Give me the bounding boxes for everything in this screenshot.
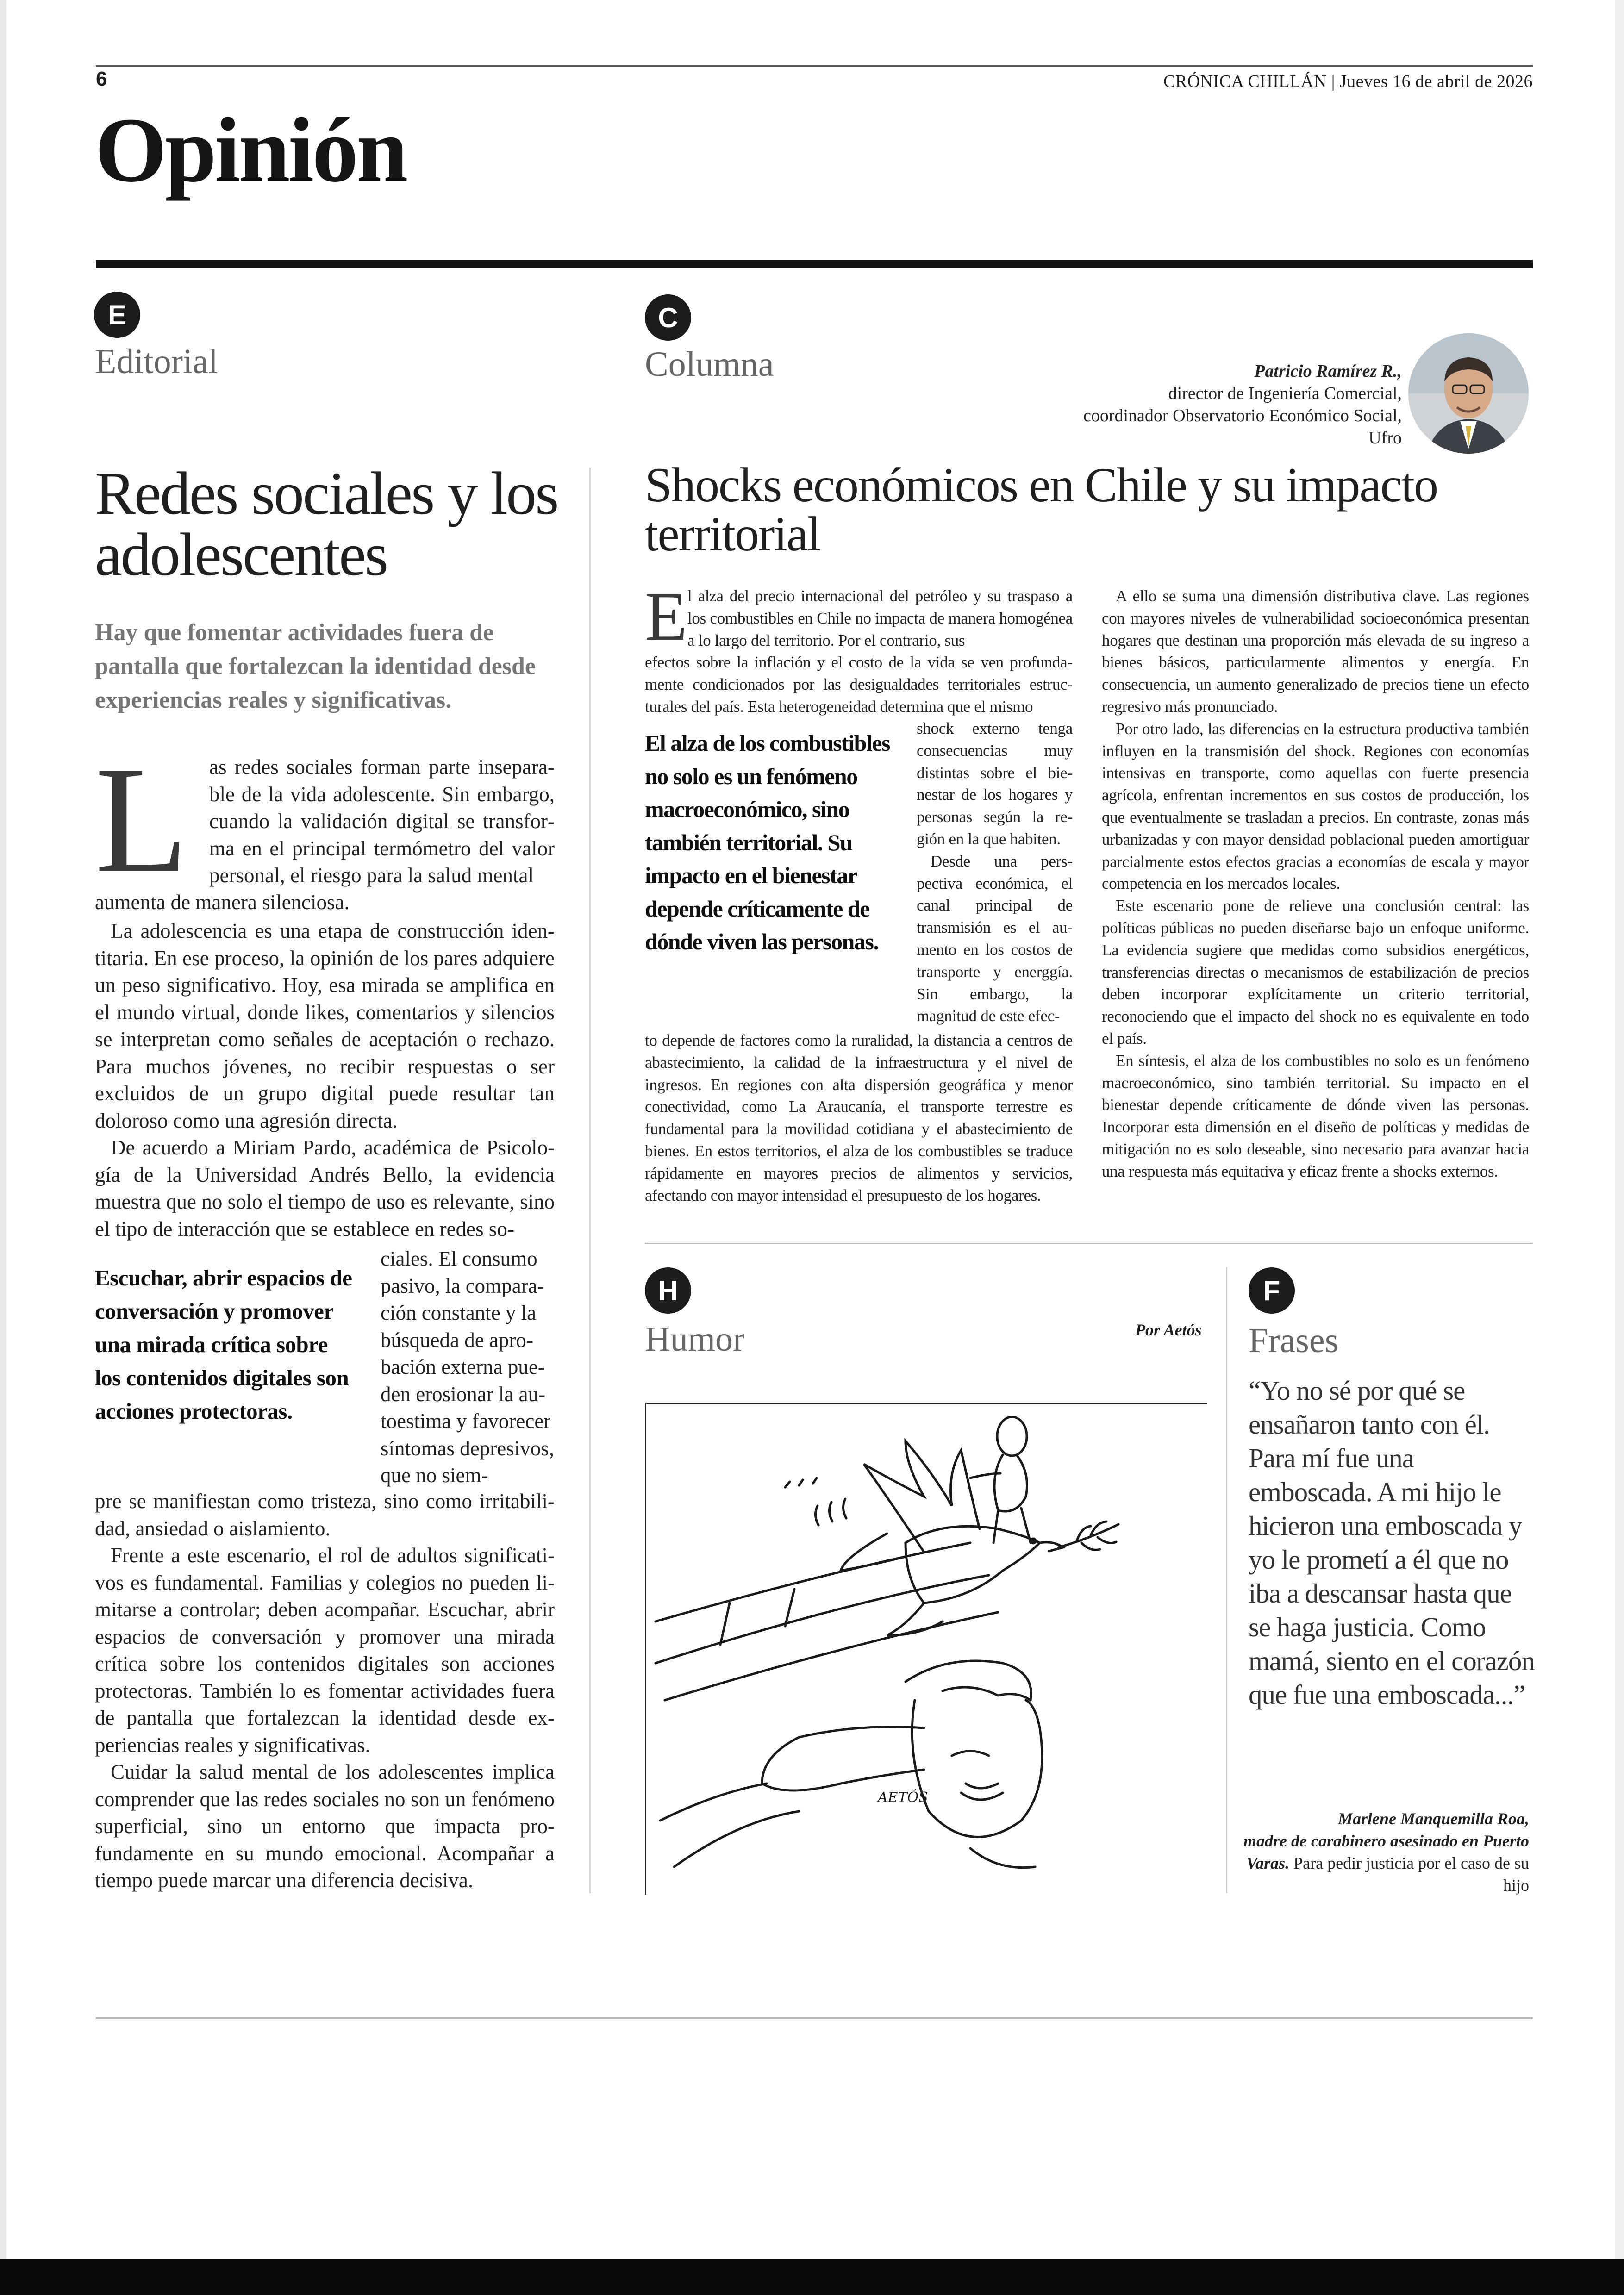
page-number: 6 [96,68,107,90]
humor-kicker: Humor [645,1320,745,1359]
quote-author: Marlene Manquemilla Roa, [1337,1809,1529,1828]
columna-intro-lead: l alza del precio internacional del petróleo y su traspaso a los combustibles en Chile no impacta de manera homogénea a lo largo del territorio. Por el contrario, sus [687,587,1073,649]
author-role: coordinador Observatorio Económico Social, Ufro [1083,406,1402,448]
frases-quote: “Yo no sé por qué se ensañaron tanto con él. Para mí fue una emboscada. A mi hijo le hicieron una emboscada y yo le prometí a él que no iba a descansar hasta que se haga justicia. Como mamá, siento en el corazón que fue una emboscada...” [1249,1375,1535,1710]
editorial-body-lower [95,1488,555,1894]
columna-paragraph: En síntesis, el alza de los combustibles no solo es un fenómeno macroeconómico, sino también territorial. Su impacto en el bienestar depende críticamente de dónde viven las personas. Incorporar esta dimensión en el diseño de políticas y medidas de mitigación no es solo deseable, sino necesario para avanzar hacia una respuesta más equitativa y eficaz frente a shocks externos. [1102,1051,1529,1180]
editorial-deck: Hay que fomentar actividades fuera de pantalla que fortalezcan la identidad desde experiencias reales y significativas. [95,619,536,713]
column-divider [589,468,591,1893]
masthead: CRÓNICA CHILLÁN | Jueves 16 de abril de 2026 [1163,72,1533,91]
columna-paragraph: Desde una perspectiva económica, el canal principal de transmisión es el aumento en los costos de transporte y energgía. Sin embargo, la magnitud de este efec- [917,852,1073,1025]
columna-paragraph: Por otro lado, las diferencias en la estructura productiva también influyen en la transmisión del shock. Regiones con economías intensivas en transporte, como aquellas con fuerte presencia agrícola, enfrentan incrementos en sus costos de producción, los que eventualmente se trasladan a precios. En contraste, zonas más urbanizadas y con mayor densidad poblacional pueden amortiguar parcialmente estos efectos gracias a economías de escala y mayor competencia en los mercados locales. [1102,719,1529,893]
quote-author-role: madre de carabinero asesinado en Puerto Varas. [1243,1832,1529,1872]
editorial-narrow-text [381,1245,555,1489]
author-role: director de Ingeniería Comercial, [1168,384,1402,403]
column-divider [1226,1267,1227,1893]
columna-paragraph: shock externo tenga consecuencias muy distintas sobre el bienestar de los hogares y personas según la región en la que habiten. [917,719,1073,848]
editorial-paragraph: pre se manifiestan como tristeza, sino como irritabilidad, ansiedad o aislamiento. [95,1490,555,1540]
columna-narrow-text [917,717,1073,1027]
columna-bottom-text [645,1029,1073,1206]
columna-dropcap: E [645,578,687,655]
editorial-paragraph: Cuidar la salud mental de los adolescentes implica comprender que las redes sociales no son un fenómeno superficial, sino un entorno que impacta profundamente en su mundo emocional. Acompañar a tiempo puede marcar una diferencia decisiva. [95,1760,555,1892]
editorial-paragraph: De acuerdo a Miriam Pardo, académica de Psicología de la Universidad Andrés Bello, la evidencia muestra que no solo el tiempo de uso es relevante, sino el tipo de interacción que se establece en redes so- [95,1136,555,1241]
editorial-intro [209,754,555,889]
editorial-dropcap: L [95,736,188,904]
frases-attribution [1241,1808,1529,1896]
frases-kicker: Frases [1249,1321,1339,1360]
humor-badge: H [645,1267,691,1314]
cartoon-signature: AETÓS [878,1790,928,1806]
editorial-intro-end [95,889,555,916]
header-rule [96,65,1533,67]
paper-name: CRÓNICA CHILLÁN [1163,72,1327,91]
editorial-paragraph: Frente a este escenario, el rol de adultos significativos es fundamental. Familias y colegios no pueden limitarse a controlar; deben acompañar. Escuchar, abrir espacios de conversación y promover una mirada crítica sobre los contenidos digitales son acciones protectoras. También lo es fomentar actividades fuera de pantalla que fortalezcan la identidad desde experiencias reales y significativas. [95,1544,555,1757]
humor-byline: Por Aetós [1135,1321,1202,1339]
author-photo [1408,333,1529,454]
editorial-pullquote: Escuchar, abrir espacios de conversación y promover una mirada crítica sobre los contenidos digitales son acciones protectoras. [95,1265,352,1424]
editorial-intro-text: as redes sociales forman parte inseparable de la vida adolescente. Sin embargo, cuando la validación digital se transforma en el principal termómetro del valor personal, el riesgo para la salud mental [209,755,555,887]
footer-rule [96,2017,1533,2019]
page-edge-shadow [0,0,6,2259]
editorial-kicker: Editorial [95,342,218,381]
columna-right-text [1102,585,1529,1183]
columna-author-block [1068,360,1402,449]
issue-date: Jueves 16 de abril de 2026 [1339,72,1533,91]
editorial-intro-end-text: aumenta de manera silenciosa. [95,891,350,914]
columna-paragraph: to depende de factores como la ruralidad, la distancia a centros de abastecimiento, la calidad de la infraestructura y el nivel de ingresos. En regiones con alta dispersión geográfica y menor conectividad, como La Araucanía, el transporte terrestre es fundamental para la movilidad cotidiana y el abastecimiento de bienes. En estos territorios, el alza de los combustibles se traduce rápidamente en mayores precios de alimentos y servicios, afectando con mayor intensidad el presupuesto de los hogares. [645,1031,1073,1204]
columna-intro [645,578,1073,718]
section-title: Opinión [95,99,406,201]
columna-pullquote: El alza de los combustibles no solo es un fenómeno macroeconómico, sino también territorial. Su impacto en el bienestar depende críticamente de dónde viven las personas. [645,730,890,954]
editorial-body [95,917,555,1242]
columna-kicker: Columna [645,345,774,384]
columna-headline: Shocks económicos en Chile y su impacto territorial [645,458,1437,561]
viewer-bottom-bar [0,2259,1624,2295]
cartoon-illustration [646,1404,1207,1895]
section-rule [96,260,1533,268]
columna-paragraph: Este escenario pone de relieve una conclusión central: las políticas públicas no pueden diseñarse bajo un enfoque uniforme. La evidencia sugiere que medidas como subsidios energéticos, transferencias directas o mecanismos de estabilización de precios deben incorporar explícitamente un criterio territorial, reconociendo que el impacto del shock no es equivalente en todo el país. [1102,897,1529,1048]
editorial-headline: Redes sociales y los adolescentes [95,459,558,588]
columna-paragraph: A ello se suma una dimensión distributiva clave. Las regiones con mayores niveles de vulnerabilidad socioeconómica presentan hogares que destinan una proporción más elevada de su ingreso a bienes básicos, particularmente alimentos y energía. En consecuencia, un aumento generalizado de precios tiene un efecto regresivo más pronunciado. [1102,587,1529,716]
page-edge-shadow-right [1615,0,1624,2259]
columna-badge: C [645,294,691,341]
editorial-paragraph: ciales. El consumo pasivo, la comparación constante y la búsqueda de aprobación externa pueden erosionar la autoestima y favorecer síntomas depresivos, que no siem- [381,1247,554,1487]
author-name: Patricio Ramírez R., [1254,362,1402,381]
section-divider [645,1243,1533,1244]
quote-note: Para pedir justicia por el caso de su hijo [1293,1854,1529,1895]
cartoon-frame [645,1403,1207,1895]
frases-badge: F [1249,1267,1295,1314]
columna-intro-rest: efectos sobre la inflación y el costo de la vida se ven profundamente condicionados por las desigualdades territoriales estructurales del país. Esta heterogeneidad determina que el mismo [645,653,1073,716]
editorial-paragraph: La adolescencia es una etapa de construcción identitaria. En ese proceso, la opinión de los pares adquiere un peso significativo. Hoy, esa mirada se amplifica en el mundo virtual, donde likes, comentarios y silencios se interpretan como señales de aceptación o rechazo. Para muchos jóvenes, no recibir respuestas o ser excluidos de un grupo digital puede resultar tan doloroso como una agresión directa. [95,919,555,1132]
editorial-badge: E [94,292,140,338]
